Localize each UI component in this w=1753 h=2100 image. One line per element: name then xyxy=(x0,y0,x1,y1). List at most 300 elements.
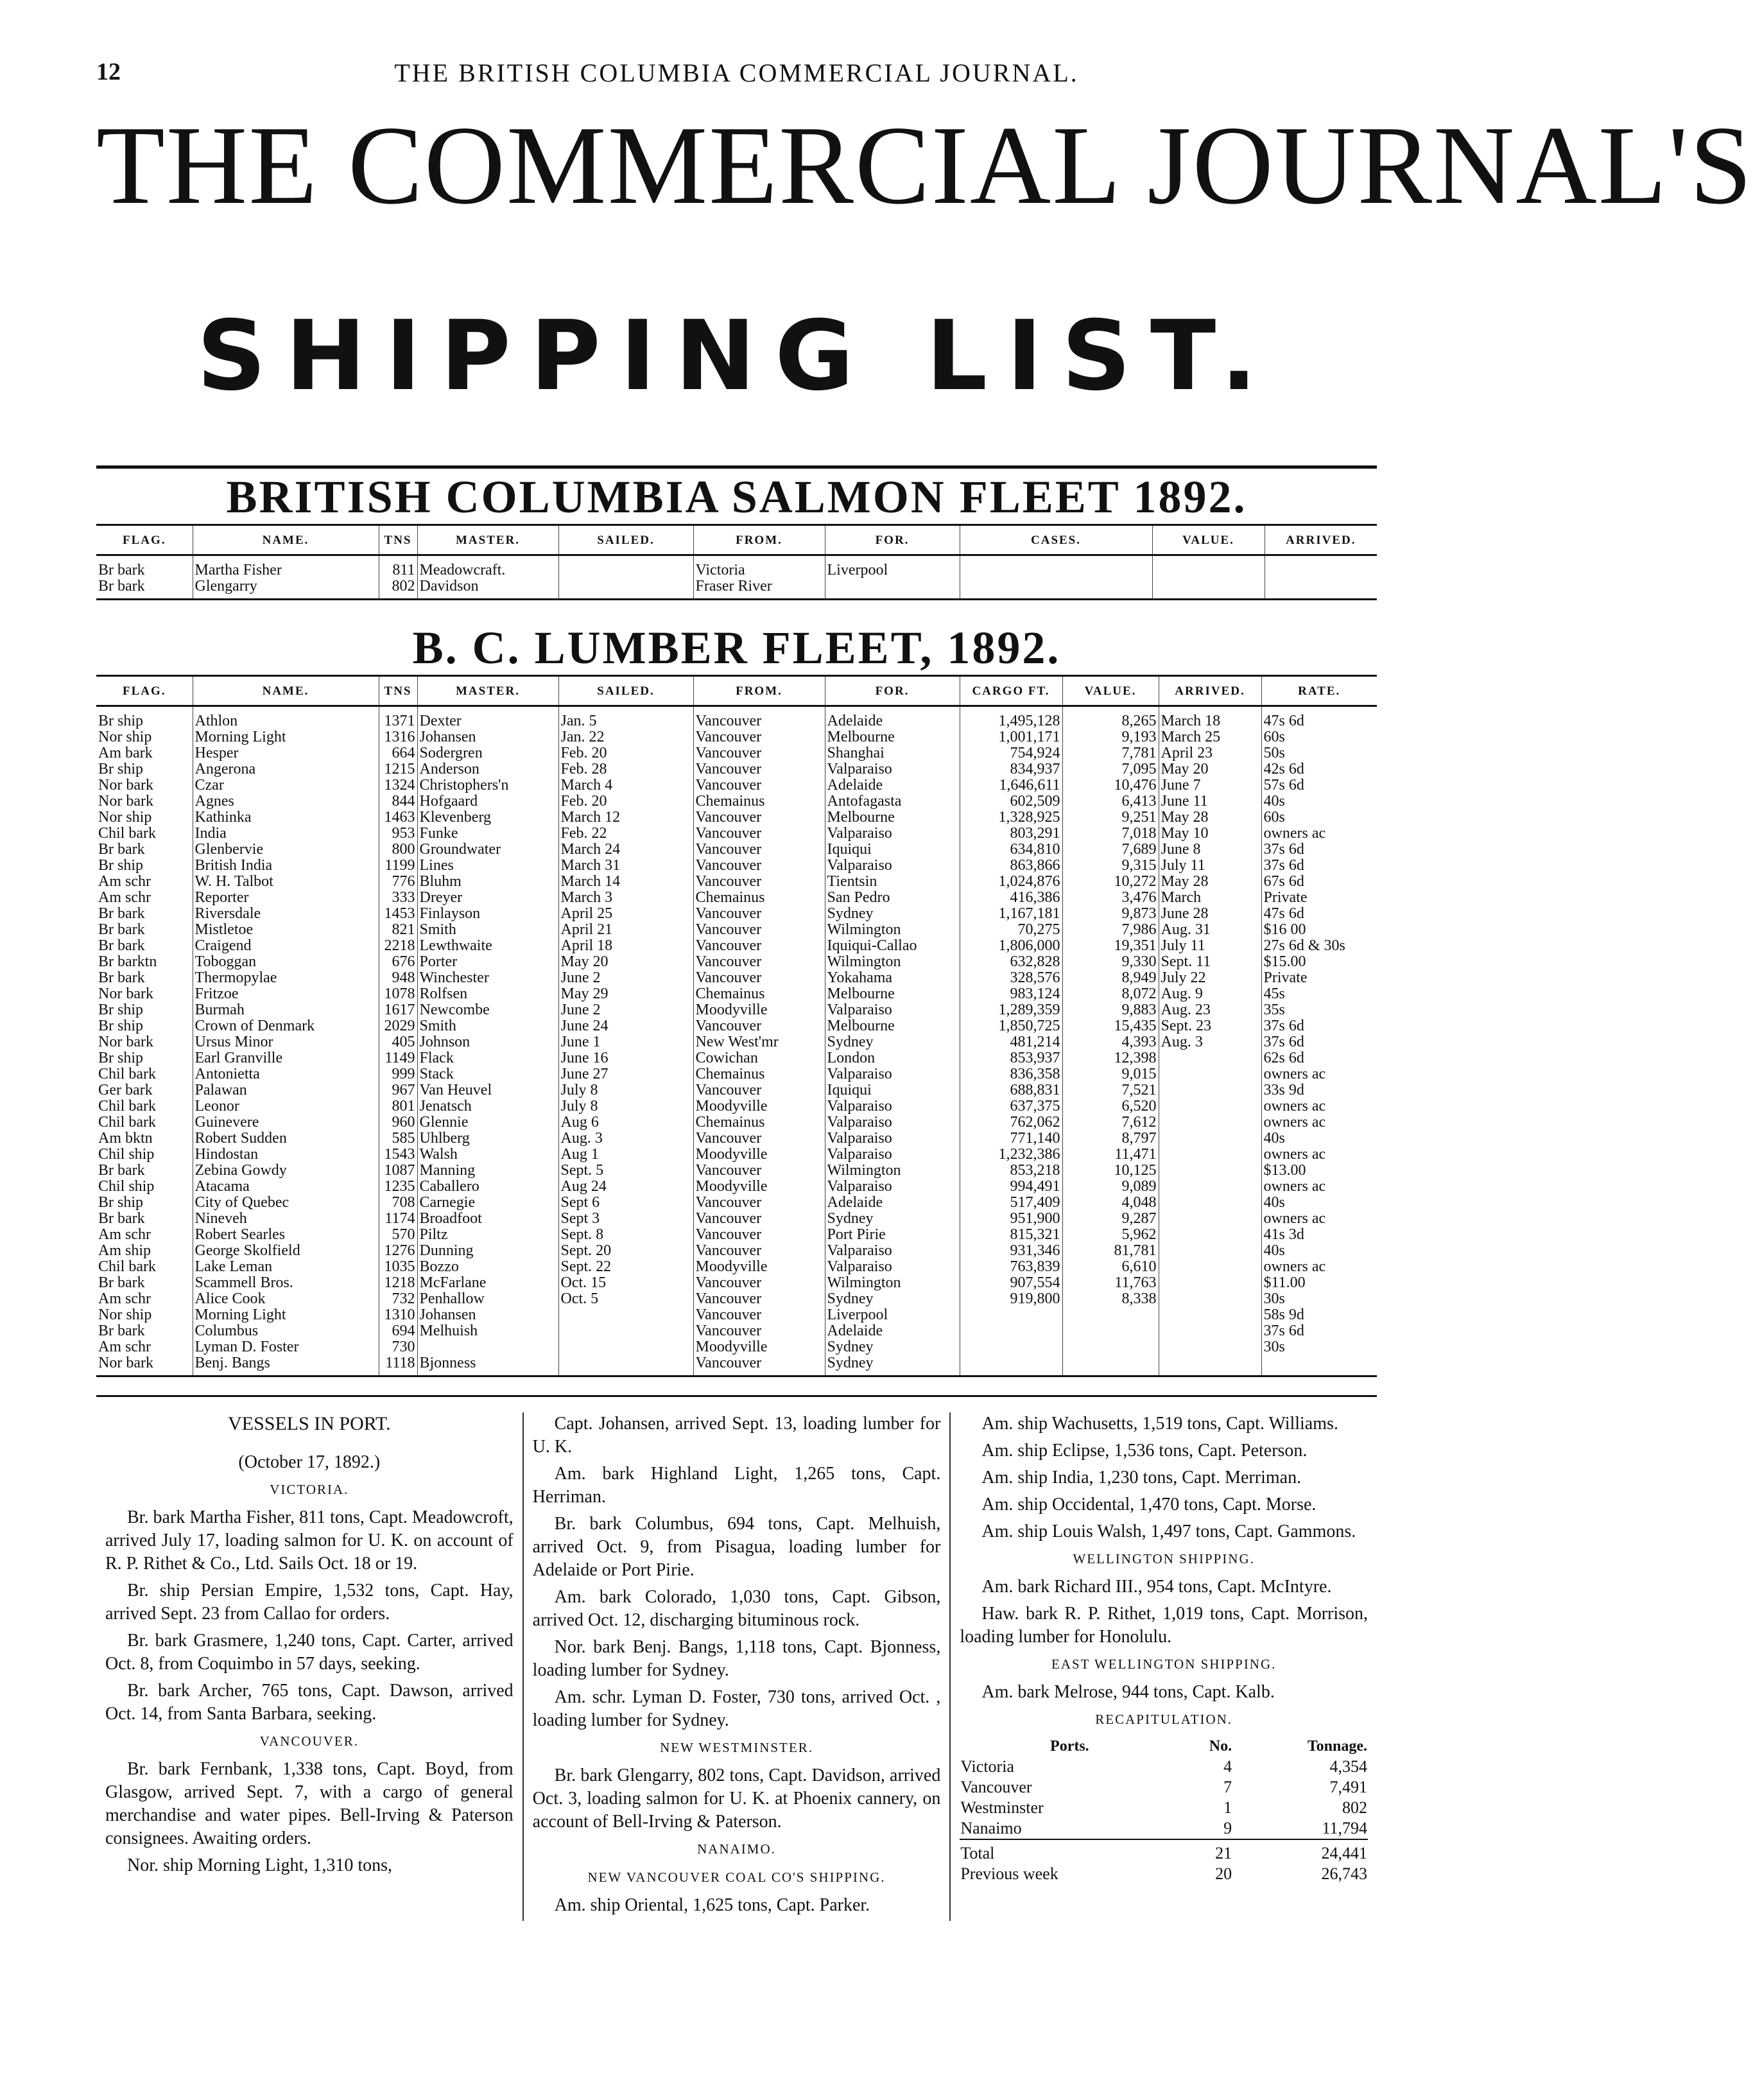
lumber-cell: 7,781 xyxy=(1062,745,1159,761)
lumber-cell: Vancouver xyxy=(693,1243,825,1259)
vessels-section xyxy=(96,1395,1377,1921)
lumber-cell: 8,797 xyxy=(1062,1131,1159,1147)
salmon-row xyxy=(96,555,1377,579)
vessel-entry: Am. bark Richard III., 954 tons, Capt. McIntyre. xyxy=(981,1577,1332,1597)
lumber-cell: 9,193 xyxy=(1062,729,1159,745)
lumber-cell: 328,576 xyxy=(960,970,1062,986)
salmon-cell: Martha Fisher xyxy=(193,555,379,579)
lumber-cell xyxy=(960,1323,1062,1339)
subheading: WELLINGTON SHIPPING. xyxy=(1073,1551,1255,1566)
lumber-cell: Glennie xyxy=(417,1115,558,1131)
lumber-cell: Aug. 3 xyxy=(558,1131,693,1147)
lumber-cell xyxy=(1159,1195,1261,1211)
lumber-cell: 11,471 xyxy=(1062,1147,1159,1163)
lumber-cell: Private xyxy=(1263,969,1308,986)
lumber-cell: Iquiqui xyxy=(825,842,960,858)
lumber-row xyxy=(96,1082,1377,1098)
lumber-cell xyxy=(417,1339,558,1355)
lumber-row xyxy=(96,906,1377,922)
lumber-column-header: CARGO FT. xyxy=(960,676,1062,706)
lumber-cell: 6,520 xyxy=(1062,1098,1159,1115)
lumber-cell: 4,048 xyxy=(1062,1195,1159,1211)
recap-cell: 1 xyxy=(1223,1798,1232,1817)
lumber-cell: owners ac xyxy=(1263,1210,1326,1227)
vessel-entry: Am. bark Colorado, 1,030 tons, Capt. Gibson, arrived Oct. 12, discharging bituminous rock. xyxy=(532,1587,941,1630)
lumber-cell: Lake Leman xyxy=(193,1259,379,1275)
lumber-cell: Br ship xyxy=(96,1050,193,1066)
lumber-cell: 7,018 xyxy=(1062,826,1159,842)
salmon-cell: Glengarry xyxy=(193,578,379,600)
lumber-cell: Dexter xyxy=(417,706,558,730)
lumber-cell: Feb. 28 xyxy=(558,761,693,777)
lumber-row xyxy=(96,761,1377,777)
salmon-cell: Br bark xyxy=(96,578,193,600)
lumber-cell: Moodyville xyxy=(693,1147,825,1163)
lumber-cell: Vancouver xyxy=(693,1211,825,1227)
lumber-cell: 801 xyxy=(379,1098,417,1115)
lumber-row xyxy=(96,1259,1377,1275)
lumber-cell: 994,491 xyxy=(960,1179,1062,1195)
salmon-column-header: ARRIVED. xyxy=(1265,525,1377,555)
lumber-cell: Jan. 5 xyxy=(558,706,693,730)
recap-cell: 4 xyxy=(1223,1757,1232,1776)
lumber-fleet-table xyxy=(96,675,1377,1377)
lumber-column-header: TNS xyxy=(379,676,417,706)
lumber-cell: Br ship xyxy=(96,1018,193,1034)
lumber-cell: 960 xyxy=(379,1115,417,1131)
lumber-cell: Br ship xyxy=(96,706,193,730)
lumber-cell: Valparaiso xyxy=(825,1098,960,1115)
lumber-cell: Vancouver xyxy=(693,1082,825,1098)
lumber-cell: 7,095 xyxy=(1062,761,1159,777)
lumber-cell: July 8 xyxy=(558,1098,693,1115)
recap-cell: 7 xyxy=(1223,1778,1232,1796)
lumber-cell: Hofgaard xyxy=(417,794,558,810)
lumber-cell: Ursus Minor xyxy=(193,1034,379,1050)
recap-table xyxy=(960,1736,1368,1884)
lumber-row xyxy=(96,826,1377,842)
vessel-entry: Capt. Johansen, arrived Sept. 13, loading lumber for U. K. xyxy=(532,1414,941,1457)
lumber-cell: Cowichan xyxy=(693,1050,825,1066)
lumber-cell: Craigend xyxy=(193,938,379,954)
lumber-cell: Sydney xyxy=(825,1291,960,1307)
lumber-cell: Sept 3 xyxy=(558,1211,693,1227)
lumber-cell: Bluhm xyxy=(417,874,558,890)
lumber-row xyxy=(96,1307,1377,1323)
lumber-cell: Vancouver xyxy=(693,729,825,745)
lumber-cell: 1199 xyxy=(379,858,417,874)
lumber-cell xyxy=(1159,1098,1261,1115)
salmon-cell: Meadowcraft. xyxy=(417,555,558,579)
lumber-cell: Valparaiso xyxy=(825,1179,960,1195)
lumber-cell: Liverpool xyxy=(825,1307,960,1323)
lumber-cell: March 3 xyxy=(558,890,693,906)
lumber-cell: 19,351 xyxy=(1062,938,1159,954)
lumber-cell: Newcombe xyxy=(417,1002,558,1018)
lumber-row xyxy=(96,1163,1377,1179)
vessel-entry: Am. ship Oriental, 1,625 tons, Capt. Parker. xyxy=(554,1895,870,1915)
lumber-cell: 1149 xyxy=(379,1050,417,1066)
lumber-cell xyxy=(1159,1163,1261,1179)
vessel-entry: Br. bark Fernbank, 1,338 tons, Capt. Boyd, from Glasgow, arrived Sept. 7, with a cargo of general merchandise and water pipes. Bell-Irving & Paterson consignees. Awaiting orders. xyxy=(105,1759,514,1848)
lumber-cell: 853,218 xyxy=(960,1163,1062,1179)
lumber-cell: Burmah xyxy=(193,1002,379,1018)
lumber-cell: Agnes xyxy=(193,794,379,810)
lumber-cell xyxy=(1159,1131,1261,1147)
lumber-cell: 762,062 xyxy=(960,1115,1062,1131)
lumber-cell: 1316 xyxy=(379,729,417,745)
lumber-cell: Adelaide xyxy=(825,706,960,730)
lumber-cell: 983,124 xyxy=(960,986,1062,1002)
lumber-cell: Ger bark xyxy=(96,1082,193,1098)
lumber-cell: Chemainus xyxy=(693,986,825,1002)
lumber-row xyxy=(96,729,1377,745)
lumber-cell: Vancouver xyxy=(693,906,825,922)
lumber-cell: 1078 xyxy=(379,986,417,1002)
lumber-cell xyxy=(960,1339,1062,1355)
lumber-column-header: FOR. xyxy=(825,676,960,706)
lumber-cell: 907,554 xyxy=(960,1275,1062,1291)
lumber-cell: Vancouver xyxy=(693,1275,825,1291)
lumber-cell: Valparaiso xyxy=(825,1002,960,1018)
lumber-cell: Vancouver xyxy=(693,1227,825,1243)
lumber-cell: Vancouver xyxy=(693,1131,825,1147)
lumber-cell: London xyxy=(825,1050,960,1066)
lumber-cell: 30s xyxy=(1263,1339,1285,1355)
lumber-cell: Vancouver xyxy=(693,922,825,938)
lumber-cell: Dunning xyxy=(417,1243,558,1259)
lumber-cell: Br bark xyxy=(96,906,193,922)
lumber-cell: 8,949 xyxy=(1062,970,1159,986)
lumber-cell: Chemainus xyxy=(693,890,825,906)
lumber-cell xyxy=(1159,1147,1261,1163)
lumber-cell: March 31 xyxy=(558,858,693,874)
lumber-cell: Wilmington xyxy=(825,1275,960,1291)
lumber-cell: Sept 6 xyxy=(558,1195,693,1211)
lumber-column-header: RATE. xyxy=(1261,676,1377,706)
recap-cell: Vancouver xyxy=(960,1778,1032,1796)
lumber-cell: Valparaiso xyxy=(825,826,960,842)
lumber-cell: May 28 xyxy=(1159,874,1261,890)
lumber-cell: Smith xyxy=(417,1018,558,1034)
lumber-cell: Vancouver xyxy=(693,777,825,794)
vessel-entry: Am. ship India, 1,230 tons, Capt. Merriman. xyxy=(981,1468,1302,1488)
lumber-cell: 967 xyxy=(379,1082,417,1098)
lumber-cell: April 25 xyxy=(558,906,693,922)
lumber-cell: 1453 xyxy=(379,906,417,922)
lumber-cell: Klevenberg xyxy=(417,810,558,826)
lumber-cell: British India xyxy=(193,858,379,874)
lumber-row xyxy=(96,986,1377,1002)
lumber-cell: Am ship xyxy=(96,1243,193,1259)
lumber-cell: Port Pirie xyxy=(825,1227,960,1243)
lumber-cell: Sydney xyxy=(825,1211,960,1227)
lumber-cell: Br bark xyxy=(96,1211,193,1227)
lumber-cell: owners ac xyxy=(1263,1178,1326,1195)
lumber-cell: Iquiqui xyxy=(825,1082,960,1098)
lumber-cell: Finlayson xyxy=(417,906,558,922)
salmon-cell xyxy=(558,578,693,600)
lumber-cell: Chil bark xyxy=(96,1115,193,1131)
vessel-entry: Am. ship Louis Walsh, 1,497 tons, Capt. Gammons. xyxy=(981,1522,1356,1541)
lumber-cell: 815,321 xyxy=(960,1227,1062,1243)
lumber-cell: 602,509 xyxy=(960,794,1062,810)
lumber-row xyxy=(96,1323,1377,1339)
lumber-cell: Melhuish xyxy=(417,1323,558,1339)
lumber-cell: 1324 xyxy=(379,777,417,794)
vessel-entry: Nor. bark Benj. Bangs, 1,118 tons, Capt. Bjonness, loading lumber for Sydney. xyxy=(532,1637,941,1680)
lumber-cell: Melbourne xyxy=(825,810,960,826)
lumber-cell: Angerona xyxy=(193,761,379,777)
lumber-row xyxy=(96,777,1377,794)
lumber-cell: 5,962 xyxy=(1062,1227,1159,1243)
recap-cell: Nanaimo xyxy=(960,1819,1022,1837)
lumber-cell: Carnegie xyxy=(417,1195,558,1211)
lumber-cell xyxy=(1159,1211,1261,1227)
recap-cell: Westminster xyxy=(960,1798,1044,1817)
lumber-cell: 30s xyxy=(1263,1290,1285,1307)
lumber-column-header: VALUE. xyxy=(1062,676,1159,706)
lumber-cell: June 11 xyxy=(1159,794,1261,810)
lumber-cell: June 8 xyxy=(1159,842,1261,858)
lumber-cell: Aug 1 xyxy=(558,1147,693,1163)
lumber-cell: Wilmington xyxy=(825,922,960,938)
lumber-cell: Br barktn xyxy=(96,954,193,970)
lumber-cell: 9,315 xyxy=(1062,858,1159,874)
lumber-cell: 1,289,359 xyxy=(960,1002,1062,1018)
lumber-cell: Moodyville xyxy=(693,1179,825,1195)
lumber-cell: Sydney xyxy=(825,906,960,922)
lumber-row xyxy=(96,794,1377,810)
lumber-row xyxy=(96,1018,1377,1034)
lumber-cell xyxy=(558,1355,693,1376)
recap-cell: 11,794 xyxy=(1322,1819,1368,1837)
lumber-cell: April 23 xyxy=(1159,745,1261,761)
lumber-cell: Morning Light xyxy=(193,729,379,745)
lumber-cell: Am bark xyxy=(96,745,193,761)
lumber-cell: Leonor xyxy=(193,1098,379,1115)
lumber-cell: 33s 9d xyxy=(1263,1082,1304,1098)
lumber-cell: 40s xyxy=(1263,1130,1285,1147)
lumber-cell: 1218 xyxy=(379,1275,417,1291)
lumber-cell: Sept. 5 xyxy=(558,1163,693,1179)
lumber-cell: Br bark xyxy=(96,970,193,986)
vessel-entry: Am. ship Wachusetts, 1,519 tons, Capt. Williams. xyxy=(981,1414,1338,1434)
salmon-cell: Fraser River xyxy=(693,578,825,600)
lumber-row xyxy=(96,1291,1377,1307)
lumber-cell: Uhlberg xyxy=(417,1131,558,1147)
lumber-cell: owners ac xyxy=(1263,1066,1326,1082)
vessel-entry: Am. bark Highland Light, 1,265 tons, Capt. Herriman. xyxy=(532,1464,941,1507)
lumber-cell: 836,358 xyxy=(960,1066,1062,1082)
lumber-cell: San Pedro xyxy=(825,890,960,906)
vessels-heading: VESSELS IN PORT. xyxy=(228,1413,391,1434)
lumber-cell: Vancouver xyxy=(693,745,825,761)
lumber-cell: Nor ship xyxy=(96,729,193,745)
lumber-row xyxy=(96,1098,1377,1115)
lumber-row xyxy=(96,1355,1377,1376)
lumber-cell: 7,521 xyxy=(1062,1082,1159,1098)
lumber-cell: May 20 xyxy=(558,954,693,970)
lumber-cell: Winchester xyxy=(417,970,558,986)
lumber-header-row xyxy=(96,676,1377,706)
lumber-cell: Sydney xyxy=(825,1034,960,1050)
lumber-cell: 47s 6d xyxy=(1263,905,1304,922)
lumber-cell: 40s xyxy=(1263,1242,1285,1259)
recap-column-header: No. xyxy=(1209,1738,1232,1755)
salmon-column-header: TNS xyxy=(379,525,417,555)
lumber-cell: Vancouver xyxy=(693,1291,825,1307)
lumber-cell: 8,265 xyxy=(1062,706,1159,730)
lumber-row xyxy=(96,1066,1377,1082)
lumber-cell: Aug 24 xyxy=(558,1179,693,1195)
lumber-cell xyxy=(1159,1066,1261,1082)
lumber-row xyxy=(96,1227,1377,1243)
lumber-cell: Sept. 22 xyxy=(558,1259,693,1275)
lumber-cell: 2029 xyxy=(379,1018,417,1034)
lumber-cell: Robert Searles xyxy=(193,1227,379,1243)
lumber-cell: 1617 xyxy=(379,1002,417,1018)
lumber-cell: 844 xyxy=(379,794,417,810)
recap-cell: Total xyxy=(960,1839,1179,1864)
lumber-cell xyxy=(558,1323,693,1339)
lumber-cell: 634,810 xyxy=(960,842,1062,858)
lumber-cell: 37s 6d xyxy=(1263,1323,1304,1339)
lumber-cell: Morning Light xyxy=(193,1307,379,1323)
lumber-cell: Riversdale xyxy=(193,906,379,922)
lumber-cell: 694 xyxy=(379,1323,417,1339)
lumber-cell: Valparaiso xyxy=(825,1066,960,1082)
lumber-cell: 9,251 xyxy=(1062,810,1159,826)
recap-cell: 24,441 xyxy=(1232,1839,1368,1864)
lumber-cell: Vancouver xyxy=(693,874,825,890)
lumber-cell: June 28 xyxy=(1159,906,1261,922)
lumber-cell: Chil ship xyxy=(96,1147,193,1163)
lumber-cell: Nineveh xyxy=(193,1211,379,1227)
lumber-cell: Sept. 23 xyxy=(1159,1018,1261,1034)
lumber-fleet-title: B. C. LUMBER FLEET, 1892. xyxy=(412,622,1061,673)
salmon-cell xyxy=(960,555,1152,579)
lumber-cell: Tientsin xyxy=(825,874,960,890)
vessel-entry: Br. bark Columbus, 694 tons, Capt. Melhuish, arrived Oct. 9, from Pisagua, loading lumber for Adelaide or Port Pirie. xyxy=(532,1514,941,1580)
lumber-cell: 771,140 xyxy=(960,1131,1062,1147)
lumber-row xyxy=(96,1211,1377,1227)
lumber-cell: 12,398 xyxy=(1062,1050,1159,1066)
salmon-column-header: MASTER. xyxy=(417,525,558,555)
lumber-cell: Feb. 22 xyxy=(558,826,693,842)
lumber-cell: 1215 xyxy=(379,761,417,777)
lumber-cell: $16 00 xyxy=(1263,921,1306,938)
salmon-column-header: FROM. xyxy=(693,525,825,555)
salmon-column-header: CASES. xyxy=(960,525,1152,555)
lumber-column-header: ARRIVED. xyxy=(1159,676,1261,706)
lumber-cell: Vancouver xyxy=(693,970,825,986)
lumber-cell: Aug. 3 xyxy=(1159,1034,1261,1050)
recap-cell: 20 xyxy=(1215,1864,1232,1883)
lumber-column-header: FROM. xyxy=(693,676,825,706)
lumber-cell: Johansen xyxy=(417,1307,558,1323)
lumber-cell: 4,393 xyxy=(1062,1034,1159,1050)
lumber-cell: 9,330 xyxy=(1062,954,1159,970)
vessels-column-3 xyxy=(949,1412,1377,1921)
lumber-cell: Sept. 11 xyxy=(1159,954,1261,970)
lumber-cell: 333 xyxy=(379,890,417,906)
lumber-cell: 664 xyxy=(379,745,417,761)
salmon-cell: 802 xyxy=(379,578,417,600)
lumber-cell: 1,850,725 xyxy=(960,1018,1062,1034)
lumber-cell: 37s 6d xyxy=(1263,857,1304,874)
salmon-cell xyxy=(1265,578,1377,600)
lumber-cell: Penhallow xyxy=(417,1291,558,1307)
lumber-cell: Iquiqui-Callao xyxy=(825,938,960,954)
lumber-cell: 919,800 xyxy=(960,1291,1062,1307)
lumber-cell: May 10 xyxy=(1159,826,1261,842)
lumber-cell xyxy=(1159,1339,1261,1355)
lumber-cell: 688,831 xyxy=(960,1082,1062,1098)
lumber-cell xyxy=(1062,1355,1159,1376)
lumber-cell: Earl Granville xyxy=(193,1050,379,1066)
lumber-cell: 6,413 xyxy=(1062,794,1159,810)
lumber-cell: Am bktn xyxy=(96,1131,193,1147)
recap-row xyxy=(960,1798,1368,1818)
lumber-cell: May 28 xyxy=(1159,810,1261,826)
lumber-cell: Chil bark xyxy=(96,1098,193,1115)
lumber-cell: Vancouver xyxy=(693,1018,825,1034)
lumber-cell: Fritzoe xyxy=(193,986,379,1002)
lumber-cell: May 29 xyxy=(558,986,693,1002)
lumber-cell: 50s xyxy=(1263,745,1285,761)
lumber-cell: 732 xyxy=(379,1291,417,1307)
lumber-cell xyxy=(960,1355,1062,1376)
lumber-cell: Vancouver xyxy=(693,706,825,730)
lumber-row xyxy=(96,858,1377,874)
lumber-cell: Stack xyxy=(417,1066,558,1082)
salmon-cell: Liverpool xyxy=(825,555,960,579)
lumber-cell: New West'mr xyxy=(693,1034,825,1050)
lumber-cell: 42s 6d xyxy=(1263,761,1304,777)
lumber-cell: 1235 xyxy=(379,1179,417,1195)
salmon-fleet-title: BRITISH COLUMBIA SALMON FLEET 1892. xyxy=(226,471,1247,523)
lumber-cell: Br ship xyxy=(96,858,193,874)
lumber-cell: Nor bark xyxy=(96,794,193,810)
lumber-cell: June 27 xyxy=(558,1066,693,1082)
lumber-cell: 7,689 xyxy=(1062,842,1159,858)
lumber-cell: McFarlane xyxy=(417,1275,558,1291)
lumber-cell: Flack xyxy=(417,1050,558,1066)
recap-column-header: Ports. xyxy=(1050,1738,1089,1755)
lumber-cell: Adelaide xyxy=(825,1323,960,1339)
lumber-cell: 1087 xyxy=(379,1163,417,1179)
lumber-cell: 37s 6d xyxy=(1263,1034,1304,1050)
lumber-cell: Shanghai xyxy=(825,745,960,761)
lumber-cell: 1,232,386 xyxy=(960,1147,1062,1163)
lumber-cell: 9,015 xyxy=(1062,1066,1159,1082)
lumber-cell: Chemainus xyxy=(693,794,825,810)
lumber-cell: Czar xyxy=(193,777,379,794)
lumber-cell: Caballero xyxy=(417,1179,558,1195)
lumber-cell xyxy=(558,1307,693,1323)
vessel-entry: Br. bark Martha Fisher, 811 tons, Capt. Meadowcroft, arrived July 17, loading salmon for U. K. on account of R. P. Rithet & Co., Ltd. Sails Oct. 18 or 19. xyxy=(105,1507,514,1574)
vessel-entry: Am. ship Eclipse, 1,536 tons, Capt. Peterson. xyxy=(981,1441,1308,1461)
lumber-cell: Vancouver xyxy=(693,842,825,858)
lumber-cell: 3,476 xyxy=(1062,890,1159,906)
vessel-entry: Br. bark Grasmere, 1,240 tons, Capt. Carter, arrived Oct. 8, from Coquimbo in 57 days, seeking. xyxy=(105,1631,514,1674)
lumber-cell xyxy=(960,1307,1062,1323)
lumber-cell: Vancouver xyxy=(693,810,825,826)
lumber-cell xyxy=(1159,1355,1261,1376)
lumber-cell: 953 xyxy=(379,826,417,842)
lumber-row xyxy=(96,1147,1377,1163)
